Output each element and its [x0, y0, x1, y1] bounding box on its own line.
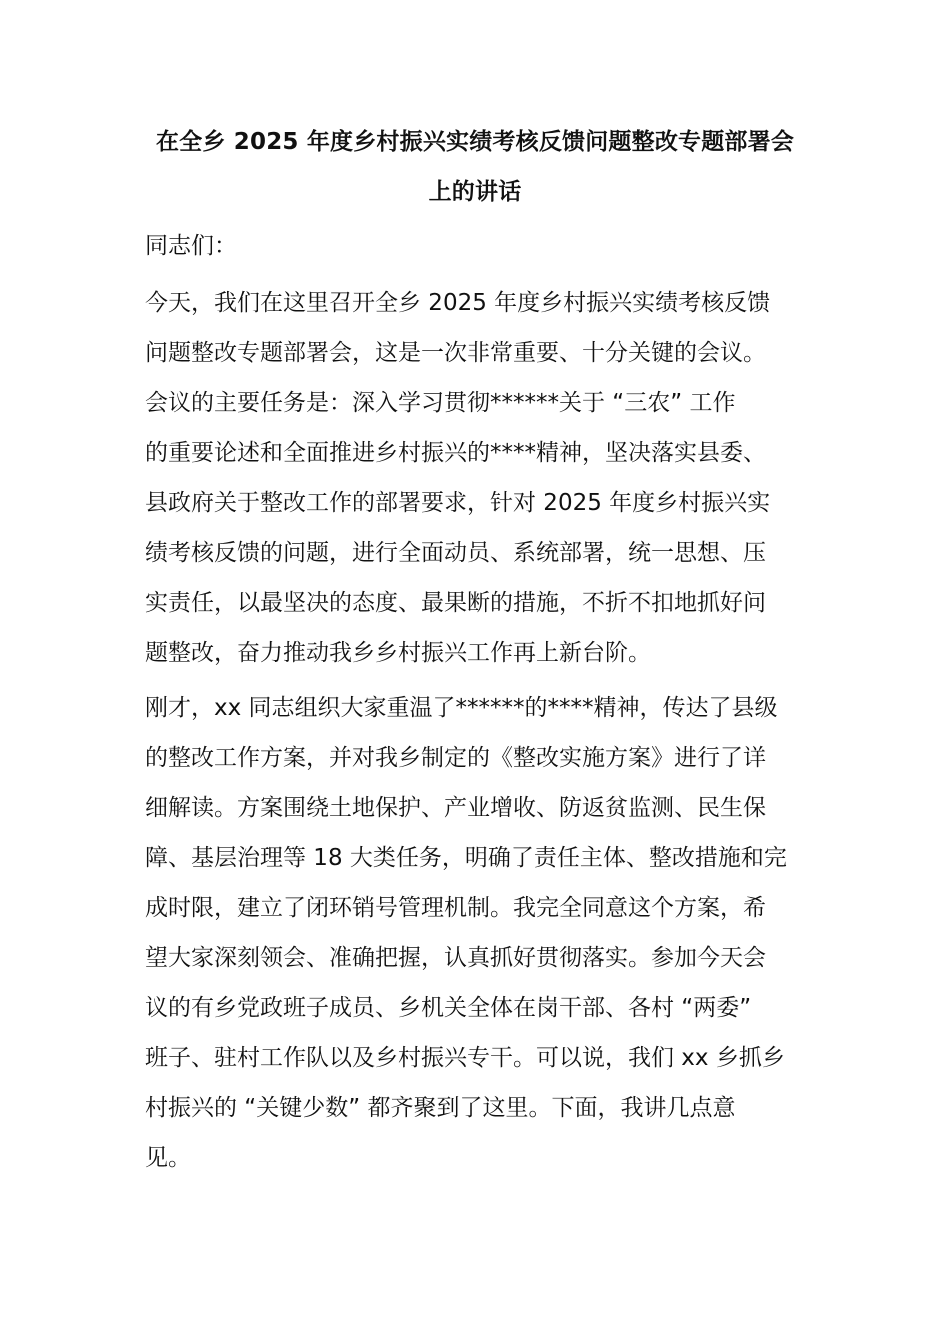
paragraph-1-line: 的重要论述和全面推进乡村振兴的****精神，坚决落实县委、 [145, 440, 766, 466]
paragraph-1-line: 实责任，以最坚决的态度、最果断的措施，不折不扣地抓好问 [145, 590, 766, 616]
paragraph-2-line: 望大家深刻领会、准确把握，认真抓好贯彻落实。参加今天会 [145, 945, 766, 971]
paragraph-2-line: 议的有乡党政班子成员、乡机关全体在岗干部、各村 “两委” [145, 995, 752, 1021]
paragraph-2-line: 细解读。方案围绕土地保护、产业增收、防返贫监测、民生保 [145, 795, 766, 821]
salutation: 同志们： [145, 233, 237, 259]
document-title-line-1: 在全乡 2025 年度乡村振兴实绩考核反馈问题整改专题部署会 [155, 129, 795, 155]
paragraph-1-line: 县政府关于整改工作的部署要求，针对 2025 年度乡村振兴实 [145, 490, 771, 516]
paragraph-2-line: 障、基层治理等 18 大类任务，明确了责任主体、整改措施和完 [145, 845, 787, 871]
document-title-line-2: 上的讲话 [428, 179, 522, 205]
paragraph-2-line: 刚才，xx 同志组织大家重温了******的****精神，传达了县级 [145, 695, 778, 721]
paragraph-2-line: 见。 [145, 1145, 191, 1171]
paragraph-2-line: 的整改工作方案，并对我乡制定的《整改实施方案》进行了详 [145, 745, 766, 771]
paragraph-1-line: 今天，我们在这里召开全乡 2025 年度乡村振兴实绩考核反馈 [145, 290, 771, 316]
paragraph-2-line: 班子、驻村工作队以及乡村振兴专干。可以说，我们 xx 乡抓乡 [145, 1045, 785, 1071]
paragraph-2-line: 村振兴的 “关键少数” 都齐聚到了这里。下面，我讲几点意 [145, 1095, 736, 1121]
paragraph-2-line: 成时限，建立了闭环销号管理机制。我完全同意这个方案，希 [145, 895, 766, 921]
paragraph-1-line: 问题整改专题部署会，这是一次非常重要、十分关键的会议。 [145, 340, 766, 366]
paragraph-1-line: 题整改，奋力推动我乡乡村振兴工作再上新台阶。 [145, 640, 651, 666]
paragraph-1-line: 绩考核反馈的问题，进行全面动员、系统部署，统一思想、压 [145, 540, 766, 566]
paragraph-1-line: 会议的主要任务是：深入学习贯彻******关于 “三农” 工作 [145, 390, 736, 416]
